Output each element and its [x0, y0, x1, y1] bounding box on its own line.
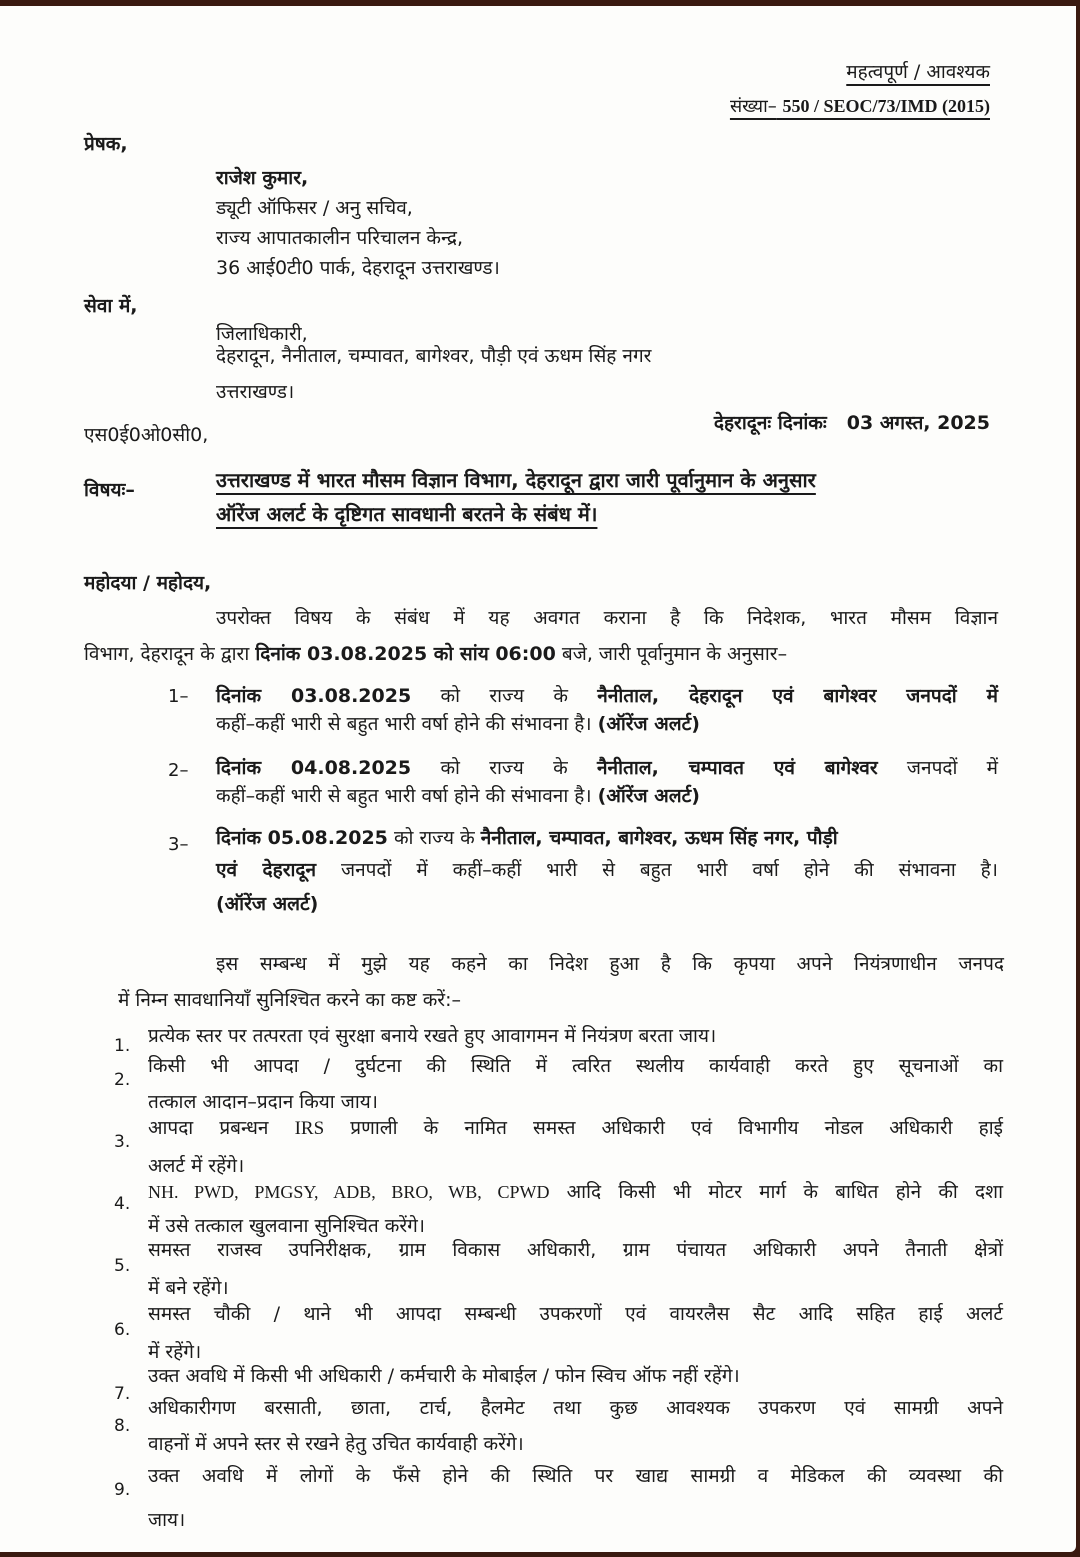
precaution-9-number: 9. — [114, 1480, 131, 1500]
forecast-3-text: को राज्य के — [393, 827, 475, 849]
reference-value: 550 / SEOC/73/IMD (2015) — [782, 96, 990, 116]
sender-designation: ड्यूटी ऑफिसर / अनु सचिव, — [216, 197, 413, 219]
precaution-5-number: 5. — [114, 1256, 131, 1276]
precaution-2-line-1: किसी भी आपदा / दुर्घटना की स्थिति में त्वरित स्थलीय कार्यवाही करते हुए सूचनाओं का — [148, 1055, 1003, 1077]
intro-line-2 — [84, 640, 787, 666]
intro-text-a: विभाग, देहरादून के द्वारा — [84, 643, 250, 665]
salutation: महोदया / महोदय, — [84, 572, 212, 594]
forecast-2-line-2 — [216, 782, 998, 808]
precaution-8-line-1: अधिकारीगण बरसाती, छाता, टार्च, हैलमेट तथा कुछ आवश्यक उपकरण एवं सामग्री अपने — [148, 1397, 1003, 1419]
intro-line-1: उपरोक्त विषय के संबंध में यह अवगत कराना है कि निदेशक, भारत मौसम विज्ञान — [216, 607, 998, 629]
forecast-2-text: को राज्य के — [440, 757, 568, 779]
forecast-3-number: 3– — [168, 834, 189, 855]
forecast-3-alert: (ऑरेंज अलर्ट) — [216, 893, 319, 915]
place-label: देहरादूनः दिनांकः — [713, 412, 827, 434]
forecast-3-date: दिनांक 05.08.2025 — [216, 827, 388, 849]
reference-label: संख्या– — [729, 96, 777, 117]
forecast-3-line-2 — [216, 856, 998, 882]
precaution-3-line-2: अलर्ट में रहेंगे। — [148, 1155, 245, 1177]
recipient-label: सेवा में, — [84, 295, 138, 317]
forecast-1-desc: कहीं–कहीं भारी से बहुत भारी वर्षा होने की संभावना है। — [216, 713, 592, 735]
priority-marking: महत्वपूर्ण / आवश्यक — [846, 61, 990, 83]
sender-office: राज्य आपातकालीन परिचालन केन्द्र, — [216, 227, 464, 249]
sender-address: 36 आई0टी0 पार्क, देहरादून उत्तराखण्ड। — [216, 257, 500, 279]
intro-forecast-time: दिनांक 03.08.2025 को सांय 06:00 — [255, 643, 556, 665]
precaution-5-line-1: समस्त राजस्व उपनिरीक्षक, ग्राम विकास अधिकारी, ग्राम पंचायत अधिकारी अपने तैनाती क्षेत्रों — [148, 1239, 1003, 1261]
precaution-7-number: 7. — [114, 1384, 131, 1404]
precaution-9-line-2: जाय। — [148, 1509, 186, 1531]
precaution-6-line-2: में रहेंगे। — [148, 1341, 202, 1363]
precaution-2-line-2: तत्काल आदान–प्रदान किया जाय। — [148, 1091, 379, 1113]
place-date — [714, 414, 990, 433]
precaution-1-text: प्रत्येक स्तर पर तत्परता एवं सुरक्षा बनाये रखते हुए आवागमन में नियंत्रण बरता जाय। — [148, 1025, 717, 1047]
precaution-4-agencies: NH. PWD, PMGSY, ADB, BRO, WB, CPWD — [148, 1182, 550, 1202]
forecast-2-date: दिनांक 04.08.2025 — [216, 757, 412, 779]
directive-line-1: इस सम्बन्ध में मुझे यह कहने का निदेश हुआ है कि कृपया अपने नियंत्रणाधीन जनपद — [216, 953, 1004, 975]
forecast-1-alert: (ऑरेंज अलर्ट) — [597, 713, 700, 735]
precaution-3-text-b: प्रणाली के नामित समस्त अधिकारी एवं विभागीय नोडल अधिकारी हाई — [350, 1117, 1004, 1139]
forecast-1-line-2 — [216, 710, 998, 736]
recipient-state: उत्तराखण्ड। — [216, 381, 295, 403]
forecast-3-line-1 — [216, 824, 998, 850]
recipient-title: जिलाधिकारी, — [216, 323, 308, 345]
forecast-1-number: 1– — [168, 686, 189, 707]
precaution-4-line-1 — [148, 1178, 1003, 1204]
forecast-2-number: 2– — [168, 760, 189, 781]
forecast-1-date: दिनांक 03.08.2025 — [216, 685, 412, 707]
forecast-1-line-1 — [216, 682, 998, 708]
reference-number — [730, 94, 990, 118]
precaution-4-line-2: में उसे तत्काल खुलवाना सुनिश्चित करेंगे। — [148, 1215, 426, 1237]
precaution-5-line-2: में बने रहेंगे। — [148, 1277, 229, 1299]
precaution-4-number: 4. — [114, 1194, 131, 1214]
forecast-3-desc: जनपदों में कहीं–कहीं भारी से बहुत भारी वर्षा होने की संभावना है। — [340, 859, 998, 881]
precaution-6-number: 6. — [114, 1320, 131, 1340]
precaution-1-number: 1. — [114, 1036, 131, 1056]
forecast-2-districts: नैनीताल, चम्पावत एवं बागेश्वर — [597, 757, 878, 779]
precaution-6-line-1: समस्त चौकी / थाने भी आपदा सम्बन्धी उपकरणों एवं वायरलैस सैट आदि सहित हाई अलर्ट — [148, 1303, 1003, 1325]
precaution-4-text: आदि किसी भी मोटर मार्ग के बाधित होने की दशा — [566, 1181, 1003, 1203]
recipient-districts: देहरादून, नैनीताल, चम्पावत, बागेश्वर, पौड़ी एवं ऊधम सिंह नगर — [216, 345, 652, 367]
subject-line-1: उत्तराखण्ड में भारत मौसम विज्ञान विभाग, देहरादून द्वारा जारी पूर्वानुमान के अनुसार — [216, 468, 816, 492]
precaution-3-number: 3. — [114, 1132, 131, 1152]
precaution-3-text-a: आपदा प्रबन्धन — [148, 1117, 269, 1139]
subject-label: विषयः– — [84, 479, 135, 501]
precaution-9-line-1: उक्त अवधि में लोगों के फँसे होने की स्थिति पर खाद्य सामग्री व मेडिकल की व्यवस्था की — [148, 1465, 1003, 1487]
forecast-2-tail: जनपदों में — [906, 757, 999, 779]
subject-line-2: ऑरेंज अलर्ट के दृष्टिगत सावधानी बरतने के संबंध में। — [216, 502, 598, 526]
forecast-3-district-extra: एवं देहरादून — [216, 859, 317, 881]
sender-name: राजेश कुमार, — [216, 167, 309, 189]
precaution-7-text: उक्त अवधि में किसी भी अधिकारी / कर्मचारी के मोबाईल / फोन स्विच ऑफ नहीं रहेंगे। — [148, 1365, 740, 1387]
letter-date: 03 अगस्त, 2025 — [846, 412, 990, 434]
precaution-8-line-2: वाहनों में अपने स्तर से रखने हेतु उचित कार्यवाही करेंगे। — [148, 1433, 524, 1455]
precaution-3-irs: IRS — [294, 1118, 325, 1139]
precaution-3-line-1 — [148, 1114, 1003, 1140]
forecast-1-text: को राज्य के — [440, 685, 568, 707]
precaution-8-number: 8. — [114, 1416, 131, 1436]
directive-line-2: में निम्न सावधानियाँ सुनिश्चित करने का कष्ट करें:– — [118, 989, 461, 1011]
office-code: एस0ई0ओ0सी0, — [84, 424, 209, 446]
forecast-2-line-1 — [216, 754, 998, 780]
forecast-3-districts: नैनीताल, चम्पावत, बागेश्वर, ऊधम सिंह नगर, पौड़ी — [480, 827, 838, 849]
precaution-2-number: 2. — [114, 1070, 131, 1090]
sender-label: प्रेषक, — [84, 133, 128, 155]
forecast-1-districts: नैनीताल, देहरादून एवं बागेश्वर जनपदों में — [597, 685, 998, 707]
intro-text-b: बजे, जारी पूर्वानुमान के अनुसार– — [561, 643, 788, 665]
forecast-2-alert: (ऑरेंज अलर्ट) — [597, 785, 700, 807]
forecast-2-desc: कहीं–कहीं भारी से बहुत भारी वर्षा होने की संभावना है। — [216, 785, 592, 807]
letter-page — [0, 6, 1076, 1552]
